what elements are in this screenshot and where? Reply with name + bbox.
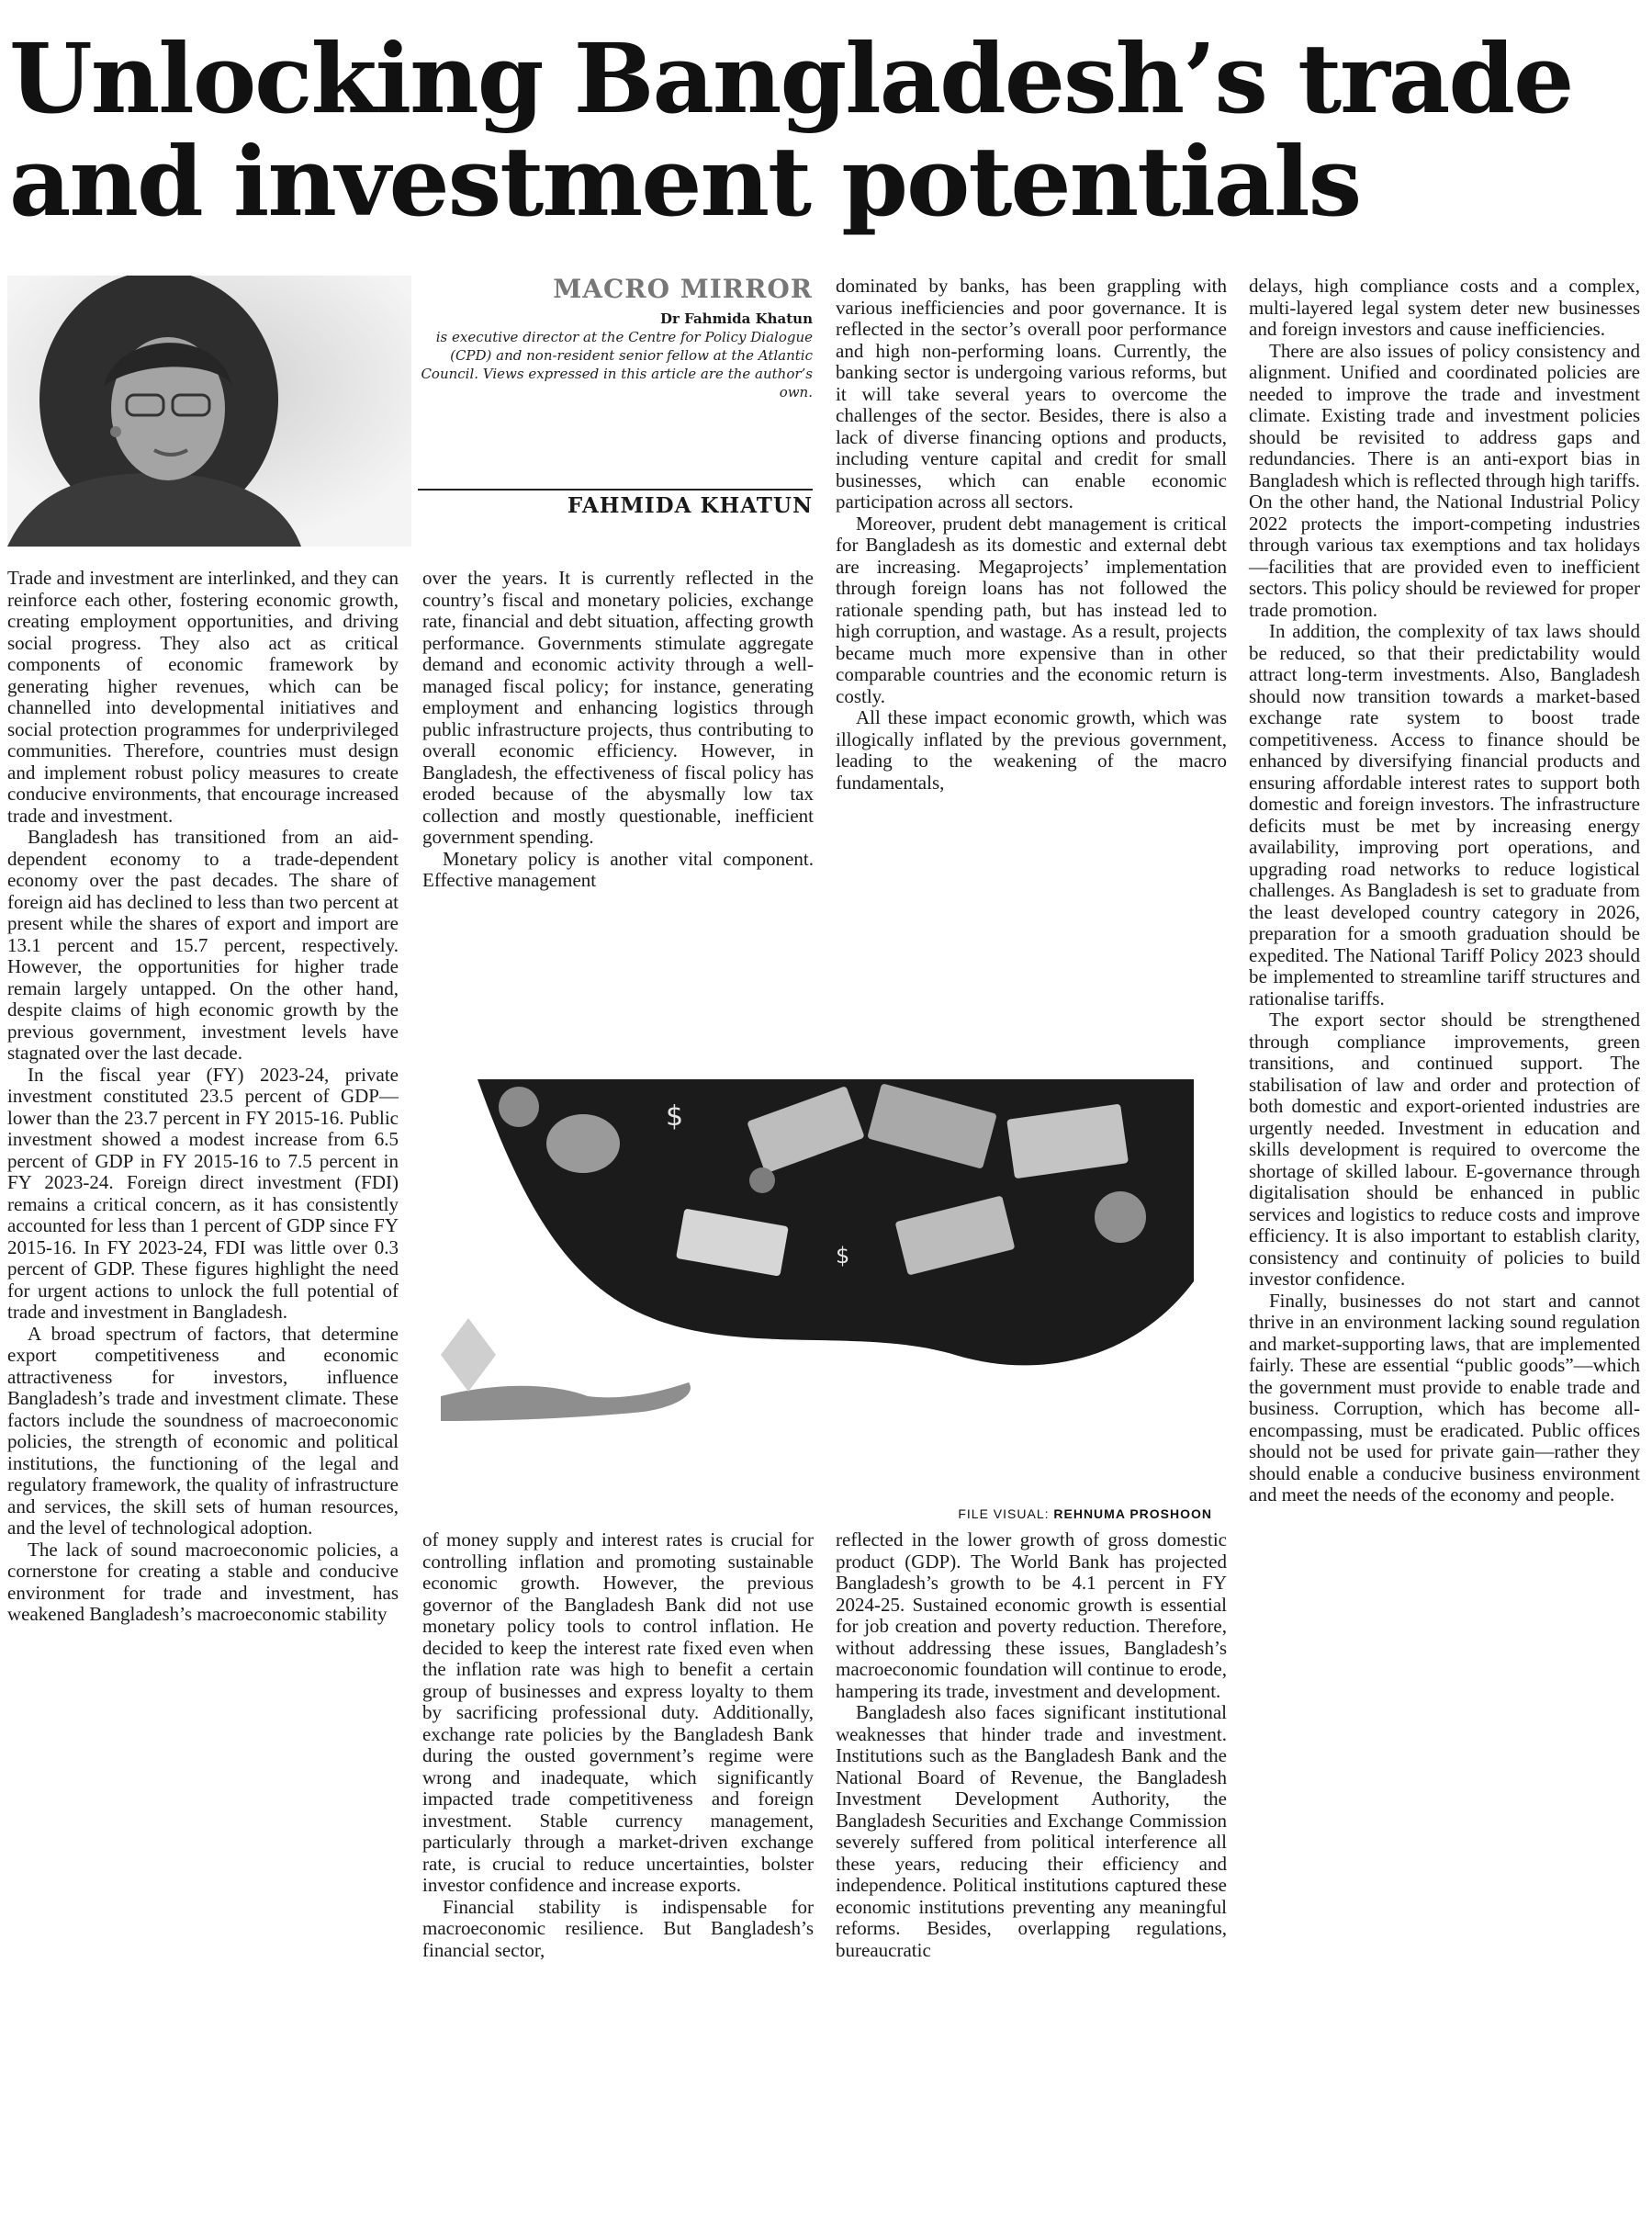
file-visual-artist: REHNUMA PROSHOON — [1053, 1506, 1212, 1521]
author-name: FAHMIDA KHATUN — [567, 493, 813, 518]
paragraph: In addition, the complexity of tax laws should be reduced, so that their predictability would attract long-term investments. Also, Bangladesh should now transition towards a market-based exchange rate system to boost trade competitiveness. Access to finance should be enhanced by diversifying financial products and ensuring affordable interest rates to support both domestic and foreign investors. The infrastructure deficits must be met by increasing energy availability, improving port operations, and upgrading road networks to reduce logistical challenges. As Bangladesh is set to graduate from the least developed country category in 2026, preparation for a smooth graduation should be expedited. The National Tariff Policy 2023 should be implemented to streamline tariff structures and rationalise tariffs. — [1249, 620, 1640, 1009]
paragraph: In the fiscal year (FY) 2023-24, private investment constituted 23.5 percent of GDP—lower than the 23.7 percent in FY 2015-16. Public investment showed a modest increase from 6.5 percent of GDP in FY 2015-16 to 7.5 percent in FY 2023-24. Foreign direct investment (FDI) remains a critical concern, as it has consistently accounted for less than 1 percent of GDP since FY 2015-16. In FY 2023-24, FDI was little over 0.3 percent of GDP. These figures highlight the need for urgent actions to unlock the full potential of trade and investment in Bangladesh. — [7, 1063, 399, 1323]
file-visual-label: FILE VISUAL: — [958, 1506, 1050, 1521]
column-3-top — [836, 276, 1227, 794]
paragraph: over the years. It is currently reflected in the country’s fiscal and monetary policies, exchange rate, financial and debt situation, affecting growth performance. Governments stimulate aggregate demand and economic activity through a well-managed fiscal policy; for instance, generating employment and enhancing logistics through public infrastructure projects, thus contributing to overall economic efficiency. However, in Bangladesh, the effectiveness of fiscal policy has eroded because of the abysmally low tax collection and mostly questionable, inefficient government spending. — [422, 567, 814, 848]
paragraph: delays, high compliance costs and a complex, multi-layered legal system deter new businesses and foreign investors and cause inefficiencies. — [1249, 275, 1640, 340]
column-label: MACRO MIRROR — [553, 274, 813, 304]
paragraph: Bangladesh also faces significant institutional weaknesses that hinder trade and investment. Institutions such as the Bangladesh Bank and the National Board of Revenue, the Bangladesh Investment Development Authority, the Bangladesh Securities and Exchange Commission severely suffered from political interference all these years, reducing their efficiency and independence. Political institutions captured these economic institutions preventing any meaningful reforms. Besides, overlapping regulations, bureaucratic — [836, 1701, 1227, 1961]
paragraph: Trade and investment are interlinked, and they can reinforce each other, fostering economic growth, creating employment opportunities, and driving social progress. They also act as critical components of economic framework by generating higher revenues, which can be channelled into developmental initiatives and social protection programmes for underprivileged communities. Therefore, countries must design and implement robust policy measures to create conducive environments, that encourage increased trade and investment. — [7, 567, 399, 827]
paragraph: Bangladesh has transitioned from an aid-dependent economy to a trade-dependent economy over the past decades. The share of foreign aid has declined to less than two percent at present while the shares of export and import are 13.1 percent and 15.7 percent, respectively. However, the opportunities for higher trade remain largely untapped. On the other hand, despite claims of high economic growth by the previous government, investment levels have stagnated over the last decade. — [7, 826, 399, 1064]
paragraph: All these impact economic growth, which was illogically inflated by the previous government, leading to the weakening of the macro fundamentals, — [836, 706, 1227, 794]
paragraph: The export sector should be strengthened through compliance improvements, green transitions, and continued support. The stabilisation of law and order and protection of both domestic and export-oriented industries are urgently needed. Investment in education and skills development is required to overcome the shortage of skilled labour. E-governance through digitalisation should be enhanced in public services and logistics to reduce costs and improve efficiency. It is also important to establish clarity, consistency and continuity of policies to build investor confidence. — [1249, 1009, 1640, 1290]
file-visual-credit — [900, 1506, 1212, 1521]
paragraph: dominated by banks, has been grappling with various inefficiencies and poor governance. It is reflected in the sector’s overall poor performance and high non-performing loans. Currently, the banking sector is undergoing various reforms, but it will take several years to overcome the challenges of the sector. Besides, there is also a lack of diverse financing options and products, including venture capital and credit for small businesses, which can enable economic participation across all sectors. — [836, 275, 1227, 513]
paragraph: Financial stability is indispensable for macroeconomic resilience. But Bangladesh’s financial sector, — [422, 1895, 814, 1961]
author-title: Dr Fahmida Khatun — [660, 310, 813, 327]
paragraph: There are also issues of policy consistency and alignment. Unified and coordinated policies are needed to improve the trade and investment climate. Existing trade and investment policies should be revisited to address gaps and redundancies. There is an anti-export bias in Bangladesh which is reflected through high tariffs. On the other hand, the National Industrial Policy 2022 protects the import-competing industries through various tax exemptions and tax holidays—facilities that are provided even to inefficient sectors. This policy should be reviewed for proper trade promotion. — [1249, 339, 1640, 621]
byline-block — [418, 274, 813, 401]
paragraph: Finally, businesses do not start and cannot thrive in an environment lacking sound regulation and market-supporting laws, that are implemented fairly. These are essential “public goods”—which the government must provide to enable trade and business. Corruption, which has become all-encompassing, must be eradicated. Public offices should not be used for private gain—rather they should enable a conducive business environment and meet the needs of the economy and people. — [1249, 1289, 1640, 1506]
svg-text:$: $ — [666, 1100, 684, 1133]
paragraph: A broad spectrum of factors, that determine export competitiveness and economic attractiveness for investors, influence Bangladesh’s trade and investment climate. These factors include the soundness of macroeconomic policies, the strength of economic and political institutions, the functioning of the legal and regulatory framework, the quality of infrastructure and services, the skill sets of human resources, and the level of technological adoption. — [7, 1322, 399, 1539]
paragraph: Moreover, prudent debt management is critical for Bangladesh as its domestic and external debt are increasing. Megaprojects’ implementation through foreign loans has not followed the rationale spending path, but has instead led to high corruption, and wastage. As a result, projects became much more expensive than in other comparable countries and the economic return is costly. — [836, 512, 1227, 707]
byline-divider — [418, 489, 813, 491]
column-1 — [7, 568, 399, 1626]
column-2-top — [422, 568, 814, 892]
paragraph: Monetary policy is another vital component. Effective management — [422, 847, 814, 891]
author-photo — [7, 276, 411, 547]
paragraph: reflected in the lower growth of gross domestic product (GDP). The World Bank has projected Bangladesh’s growth to be 4.1 percent in FY 2024-25. Sustained economic growth is essential for job creation and poverty reduction. Therefore, without addressing these issues, Bangladesh’s macroeconomic foundation will continue to erode, hampering its trade, investment and development. — [836, 1528, 1227, 1702]
column-2-bottom — [422, 1529, 814, 1961]
headline: Unlocking Bangladesh’s trade and investment potentials — [9, 22, 1573, 238]
column-3-bottom — [836, 1529, 1227, 1961]
paragraph: The lack of sound macroeconomic policies, a cornerstone for creating a stable and conducive environment for trade and investment, has weakened Bangladesh’s macroeconomic stability — [7, 1538, 399, 1625]
paragraph: of money supply and interest rates is crucial for controlling inflation and promoting sustainable economic growth. However, the previous governor of the Bangladesh Bank did not use monetary policy tools to control inflation. He decided to keep the interest rate fixed even when the inflation rate was high to benefit a certain group of businesses and express loyalty to them by sacrificing professional duty. Additionally, exchange rate policies by the Bangladesh Bank during the ousted government’s regime were wrong and inadequate, which significantly impacted trade competitiveness and foreign investment. Stable currency management, particularly through a market-driven exchange rate, is crucial to reduce uncertainties, bolster investor confidence and increase exports. — [422, 1528, 814, 1896]
money-hand-illustration-icon — [441, 1079, 1194, 1479]
illustration — [441, 1079, 1194, 1479]
author-bio: is executive director at the Centre for Policy Dialogue (CPD) and non-resident senior fellow at the Atlantic Council. Views expressed in this article are the author’s own. — [421, 329, 813, 400]
author-portrait-icon — [7, 276, 411, 547]
svg-text:$: $ — [836, 1243, 850, 1269]
column-4 — [1249, 276, 1640, 1506]
